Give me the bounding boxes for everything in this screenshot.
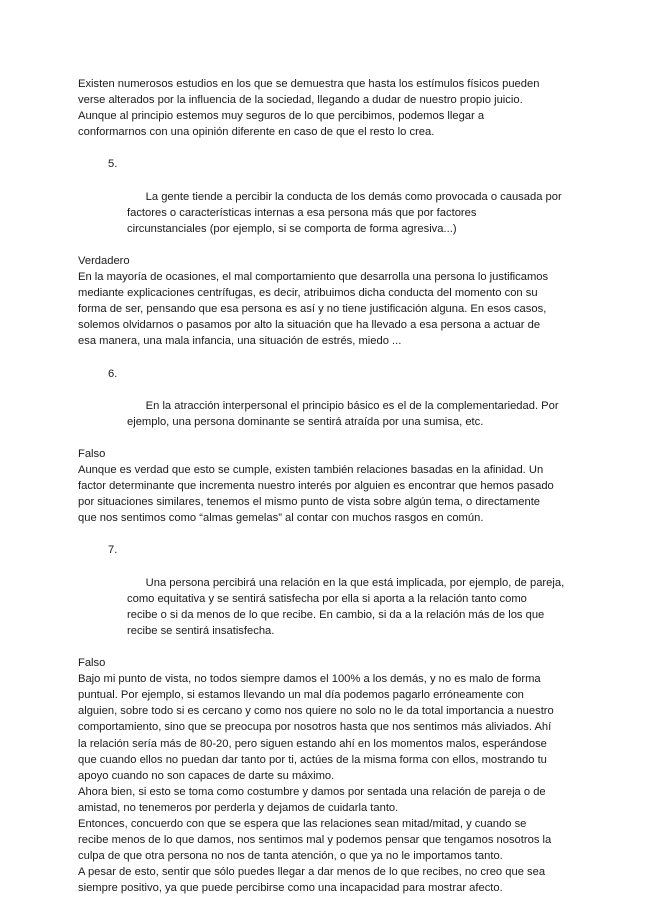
answer-label: Falso [78,657,106,670]
answer-label: Falso [78,447,106,460]
numbered-item [78,156,578,253]
spacer [78,526,578,542]
answer-label: Verdadero [78,254,130,267]
item-statement: En la atracción interpersonal el principio básico es el de la complementariedad. Por ejemplo, una persona dominante se sentirá atraída por una sumisa, etc. [127,399,559,428]
explanation-paragraph: Bajo mi punto de vista, no todos siempre damos el 100% a los demás, y no es malo de forma puntual. Por ejemplo, si estamos llevando un mal día podemos pagarlo erróneamente con alguien, sobre todo si es cercano y como nos quiere no solo no le da total importancia a nuestro comportamiento, sino que se preocupa por nosotros hasta que nos sentimos más aliviados. Ahí la relación sería más de 80-20, pero siguen estando ahí en los momentos malos, esperándose que cuando ellos no puedan dar tanto por ti, actúes de la misma forma con ellos, mostrando tu apoyo cuando no son capaces de darte su máximo. Ahora bien, si esto se toma como costumbre y damos por sentada una relación de pareja o de amistad, no tenemeros por perderla y dejamos de cuidarla tanto. Entonces, concuerdo con que se espera que las relaciones sean mitad/mitad, y cuando se recibe menos de lo que damos, nos sentimos mal y podemos pensar que tengamos nosotros la culpa de que otra persona no nos de tanta atención, o que ya no le importamos tanto. A pesar de esto, sentir que sólo puedes llegar a dar menos de lo que recibes, no creo que sea siempre positivo, ya que puede percibirse como una incapacidad para mostrar afecto. [78,673,554,895]
item-number: 6. [108,367,118,380]
spacer [78,350,578,366]
explanation-paragraph: Aunque es verdad que esto se cumple, existen también relaciones basadas en la afinidad. Un factor determinante que incrementa nuestro interés por alguien es encontrar que hemos pasado por situaciones similares, tenemos el mismo punto de vista sobre algún tema, o directamente que nos sentimos como “almas gemelas” al contar con muchos rasgos en común. [78,464,554,525]
explanation-paragraph: En la mayoría de ocasiones, el mal comportamiento que desarrolla una persona lo justificamos mediante explicaciones centrífugas, es decir, atribuimos dicha conducta del momento con su forma de ser, pensando que esa persona es así y no tiene justificación alguna. En esos casos, solemos olvidarnos o pasamos por alto la situación que ha llevado a esa persona a actuar de esa manera, una mala infancia, una situación de estrés, miedo ... [78,271,549,348]
intro-paragraph: Existen numerosos estudios en los que se demuestra que hasta los estímulos físicos pueden verse alterados por la influencia de la sociedad, llegando a dudar de nuestro propio juicio. Aunque al principio estemos muy seguros de lo que percibimos, podemos llegar a conformarnos con una opinión diferente en caso de que el resto lo crea. [78,78,540,139]
item-number: 7. [108,544,118,557]
numbered-item [78,366,578,446]
item-number: 5. [108,158,118,171]
spacer [78,140,578,156]
numbered-item [78,542,578,655]
item-statement: La gente tiende a percibir la conducta de los demás como provocada o causada por factores o características internas a esa persona más que por factores circunstanciales (por ejemplo, si se comporta de forma agresiva...) [127,190,562,235]
document-body [78,76,578,897]
item-statement: Una persona percibirá una relación en la que está implicada, por ejemplo, de pareja, como equitativa y se sentirá satisfecha por ella si aporta a la relación tanto como recibe o si da menos de lo que recibe. En cambio, si da a la relación más de los que recibe se sentirá insatisfecha. [127,576,565,637]
